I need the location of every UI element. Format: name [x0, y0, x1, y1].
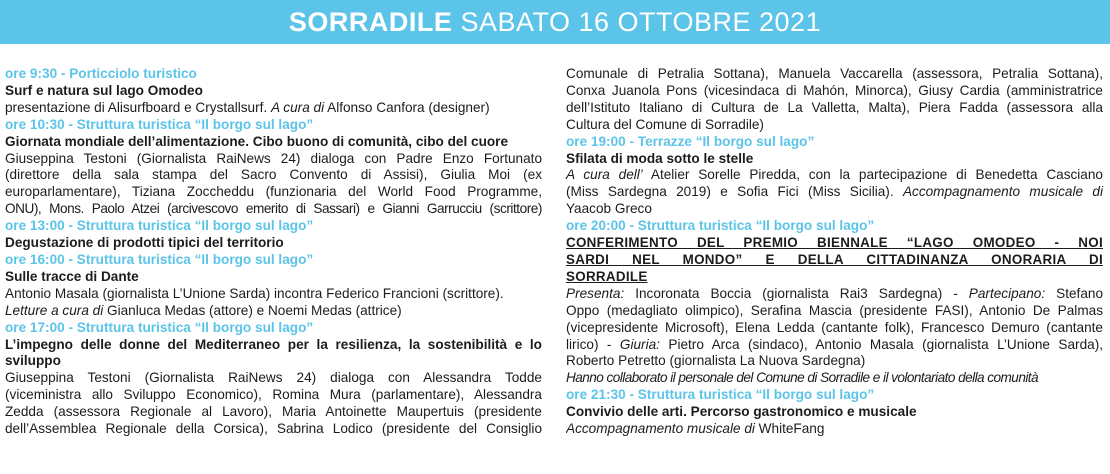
event-title: Convivio delle arti. Percorso gastronomico e musicale — [566, 404, 917, 420]
award-heading: CONFERIMENTO DEL PREMIO BIENNALE “LAGO OMODEO - NOI — [566, 235, 1103, 251]
award-heading: SARDI NEL MONDO” E DELLA CITTADINANZA ONORARIA DI — [566, 251, 1103, 267]
event-time: ore 10:30 - Struttura turistica “Il borgo sul lago” — [5, 116, 314, 132]
event-description: (viceministra allo Sviluppo Economico), Romina Mura (parlamentare), Alessandra — [5, 387, 542, 403]
event-title: L’impegno delle donne del Mediterraneo per la resilienza, la sostenibilità e lo — [5, 336, 542, 352]
event-description: presentazione di Alisurfboard e Crystallsurf. A cura di Alfonso Canfora (designer) — [5, 99, 490, 115]
event-description: Letture a cura di Gianluca Medas (attore) e Noemi Medas (attrice) — [5, 302, 402, 318]
event-title: sviluppo — [5, 353, 61, 369]
header-date: SABATO 16 OTTOBRE 2021 — [460, 7, 822, 37]
event-time: ore 9:30 - Porticciolo turistico — [5, 66, 197, 81]
event-title: Sulle tracce di Dante — [5, 268, 139, 284]
header-place: SORRADILE — [288, 7, 453, 37]
event-description: Antonio Masala (giornalista L’Unione Sarda) incontra Federico Francioni (scrittore). — [5, 285, 504, 301]
award-heading: SORRADILE — [566, 268, 648, 284]
event-description: Giuseppina Testoni (Giornalista RaiNews 24) dialoga con Padre Enzo Fortunato — [5, 150, 542, 166]
event-description: dell’Assemblea Regionale della Corsica), Sabrina Lodico (presidente del Consiglio — [5, 421, 542, 437]
event-description: dell’Istituto Italiano di Cultura de La Valletta, Malta), Piera Fadda (assessora alla — [566, 99, 1103, 115]
event-title: Sfilata di moda sotto le stelle — [566, 150, 754, 166]
event-description: Cultura del Comune di Sorradile) — [566, 116, 764, 132]
event-title: Degustazione di prodotti tipici del territorio — [5, 235, 284, 251]
event-description: (direttore della sala stampa del Sacro Convento di Assisi), Giulia Moi (ex — [5, 167, 542, 183]
event-description: (Miss Sardegna 2019) e Sofia Fici (Miss Sicilia). Accompagnamento musicale di — [566, 184, 1103, 200]
event-title: Giornata mondiale dell’alimentazione. Cibo buono di comunità, cibo del cuore — [5, 133, 509, 149]
event-description: (vicepresidente Microsoft), Elena Ledda (cantante folk), Francesco Demuro (cantante — [566, 319, 1103, 335]
event-description: Comunale di Petralia Sottana), Manuela Vaccarella (assessora, Petralia Sottana), — [566, 66, 1103, 81]
event-note: Hanno collaborato il personale del Comune di Sorradile e il volontariato della comunità — [566, 370, 1039, 386]
event-description: Zedda (assessora Regionale al Lavoro), Maria Antoinette Maupertuis (presidente — [5, 404, 542, 420]
header-banner — [0, 0, 1110, 44]
event-time: ore 17:00 - Struttura turistica “Il borgo sul lago” — [5, 319, 314, 335]
event-description: ONU), Mons. Paolo Atzei (arcivescovo emerito di Sassari) e Gianni Garrucciu (scrittore) — [5, 201, 542, 217]
right-column — [566, 66, 1103, 438]
event-title: Surf e natura sul lago Omodeo — [5, 82, 203, 98]
event-time: ore 16:00 - Struttura turistica “Il borgo sul lago” — [5, 251, 314, 267]
event-description: Giuseppina Testoni (Giornalista RaiNews 24) dialoga con Alessandra Todde — [5, 370, 542, 386]
event-description: Yaacob Greco — [566, 201, 652, 217]
event-description: Oppo (medagliato olimpico), Serafina Mascia (presidente FASI), Antonio De Palmas — [566, 302, 1103, 318]
left-column — [5, 66, 542, 438]
event-time: ore 19:00 - Terrazze “Il borgo sul lago” — [566, 133, 815, 149]
event-description: Roberto Petretto (giornalista La Nuova Sardegna) — [566, 353, 866, 369]
event-description: europarlamentare), Tiziana Zoccheddu (funzionaria del World Food Programme, — [5, 184, 542, 200]
event-time: ore 13:00 - Struttura turistica “Il borgo sul lago” — [5, 218, 314, 234]
event-description: Accompagnamento musicale di WhiteFang — [566, 421, 825, 437]
event-time: ore 21:30 - Struttura turistica “Il borgo sul lago” — [566, 387, 875, 403]
event-description: Presenta: Incoronata Boccia (giornalista Rai3 Sardegna) - Partecipano: Stefano — [566, 285, 1104, 301]
event-time: ore 20:00 - Struttura turistica “Il borgo sul lago” — [566, 218, 875, 234]
event-description: lirico) - Giuria: Pietro Arca (sindaco), Antonio Masala (giornalista L’Unione Sarda), — [566, 336, 1103, 352]
event-description: Conxa Juanola Pons (vicesindaca di Mahón, Minorca), Giusy Cardia (amministratrice — [566, 82, 1103, 98]
event-description: A cura dell’ Atelier Sorelle Piredda, con la partecipazione di Benedetta Casciano — [566, 167, 1103, 183]
